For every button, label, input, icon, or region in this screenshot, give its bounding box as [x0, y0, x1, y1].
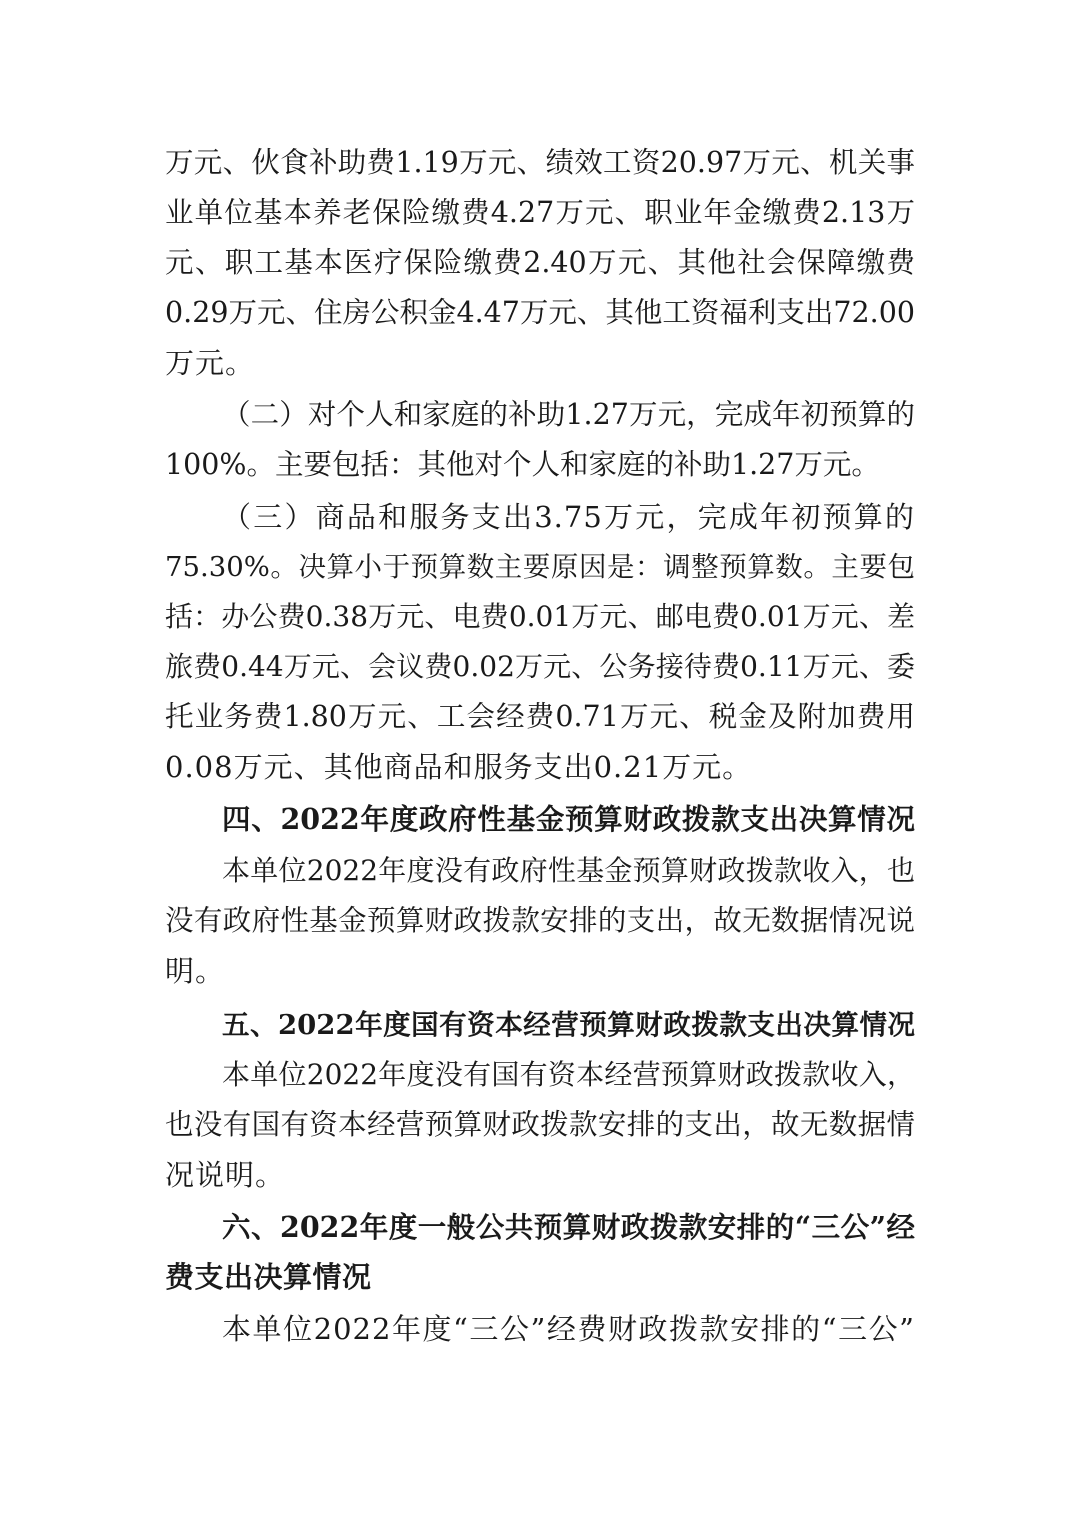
- body-text-line: 况说明。: [165, 1158, 286, 1192]
- body-text-line: 元、职工基本医疗保险缴费2.40万元、其他社会保障缴费: [165, 246, 915, 279]
- body-text-line: 0.29万元、住房公积金4.47万元、其他工资福利支出72.00: [165, 296, 916, 329]
- body-text-line: 万元。: [165, 346, 256, 380]
- body-text-line: 也没有国有资本经营预算财政拨款安排的支出，故无数据情: [165, 1108, 915, 1141]
- body-text-line: 万元、伙食补助费1.19万元、绩效工资20.97万元、机关事: [165, 146, 915, 179]
- body-text-line: 托业务费1.80万元、工会经费0.71万元、税金及附加费用: [165, 700, 915, 733]
- body-text-line: 75.30%。决算小于预算数主要原因是：调整预算数。主要包: [165, 551, 915, 583]
- body-text-line: 100%。主要包括：其他对个人和家庭的补助1.27万元。: [165, 448, 880, 481]
- section-heading: 六、2022年度一般公共预算财政拨款安排的“三公”经: [222, 1210, 915, 1244]
- section-heading-continued: 费支出决算情况: [165, 1260, 372, 1294]
- body-text-line: 没有政府性基金预算财政拨款安排的支出，故无数据情况说: [165, 904, 915, 937]
- paragraph-start-line: 本单位2022年度“三公”经费财政拨款安排的“三公”: [222, 1312, 915, 1346]
- paragraph-start-line: （二）对个人和家庭的补助1.27万元，完成年初预算的: [222, 398, 915, 431]
- body-text-line: 0.08万元、其他商品和服务支出0.21万元。: [165, 750, 753, 784]
- section-heading: 四、2022年度政府性基金预算财政拨款支出决算情况: [222, 802, 915, 836]
- body-text-line: 括：办公费0.38万元、电费0.01万元、邮电费0.01万元、差: [165, 600, 915, 633]
- paragraph-start-line: （三）商品和服务支出3.75万元，完成年初预算的: [222, 500, 915, 534]
- paragraph-start-line: 本单位2022年度没有国有资本经营预算财政拨款收入，: [222, 1058, 915, 1091]
- section-heading: 五、2022年度国有资本经营预算财政拨款支出决算情况: [222, 1009, 915, 1041]
- body-text-line: 旅费0.44万元、会议费0.02万元、公务接待费0.11万元、委: [165, 650, 915, 683]
- body-text-line: 业单位基本养老保险缴费4.27万元、职业年金缴费2.13万: [165, 196, 915, 229]
- body-text-line: 明。: [165, 954, 226, 988]
- paragraph-start-line: 本单位2022年度没有政府性基金预算财政拨款收入，也: [222, 854, 915, 887]
